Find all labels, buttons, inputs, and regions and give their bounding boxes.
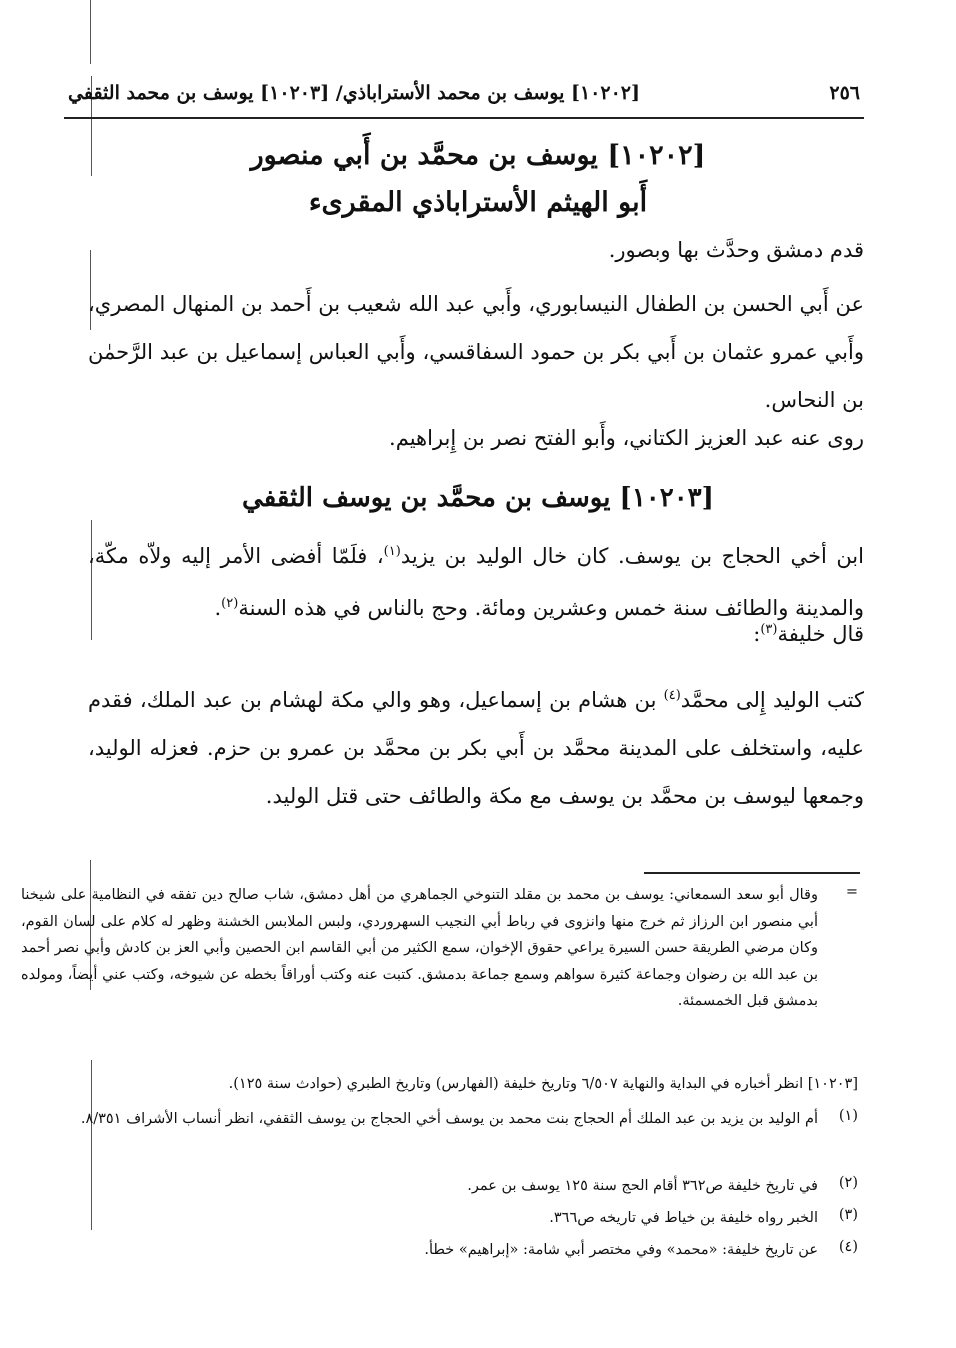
- entry-intro: قدم دمشق وحدَّث بها وبصور.: [608, 238, 864, 262]
- footnote-ref[interactable]: (٢): [221, 596, 239, 611]
- footnote-rule: [644, 872, 860, 874]
- quote-text: كتب الوليد إِلى محمَّد: [680, 688, 864, 712]
- footnote-entry-ref: [١٠٢٠٣] انظر أخباره في البداية والنهاية ٦/٥٠٧ وتاريخ خليفة (الفهارس) وتاريخ الطبري (حوادث سنة ١٢٥).: [228, 1076, 858, 1092]
- footnote-number: (٤): [838, 1239, 858, 1255]
- footnote-ref[interactable]: (١): [383, 544, 401, 559]
- footnote-ref[interactable]: (٣): [760, 622, 778, 637]
- footnote-text: عن تاريخ خليفة: «محمد» وفي مختصر أبي شامة: «إبراهيم» خطأ.: [424, 1242, 818, 1258]
- running-head: [68, 76, 860, 110]
- quote-paragraph: [88, 672, 864, 820]
- footnote-text: في تاريخ خليفة ص٣٦٢ أقام الحج سنة ١٢٥ يوسف بن عمر.: [467, 1178, 818, 1194]
- bio-text: ابن أخي الحجاج بن يوسف. كان خال الوليد بن يزيد: [400, 544, 864, 568]
- footnote-text: أم الوليد بن يزيد بن عبد الملك أم الحجاج بنت محمد بن يوسف أخي الحجاج بن يوسف الثقفي، انظر أنساب الأشراف ٨/٣٥١.: [80, 1111, 818, 1127]
- teachers-paragraph: عن أَبي الحسن بن الطفال النيسابوري، وأَبي عبد الله شعيب بن أَحمد بن المنهال المصري، وأَبي عمرو عثمان بن أَبي بكر بن حمود السفاقسي، وأَبي العباس إسماعيل بن عبد الرَّحمٰن بن النحاس.: [88, 292, 864, 412]
- bio-paragraph: [88, 528, 864, 632]
- bio-text: ، فلَمّا أفضى الأمر إليه ولاّه مكّة، والمدينة والطائف سنة خمس وعشرين ومائة. وحج بالناس في هذه السنة: [88, 544, 864, 620]
- entry-subtitle: أَبو الهيثم الأستراباذي المقرىء: [308, 187, 648, 218]
- continuation-mark: =: [845, 884, 858, 900]
- quote-intro-colon: :: [753, 622, 761, 646]
- entry-title: [١٠٢٠٢] يوسف بن محمَّد بن أَبي منصور: [250, 140, 706, 171]
- scan-line: [90, 0, 91, 64]
- footnote-text: الخبر رواه خليفة بن خياط في تاريخه ص٣٦٦.: [549, 1210, 818, 1226]
- header-rule: [64, 117, 864, 119]
- entry-title-2: [١٠٢٠٣] يوسف بن محمَّد بن يوسف الثقفي: [242, 483, 714, 513]
- footnote-number: (٣): [838, 1207, 858, 1223]
- footnote-number: (٢): [838, 1175, 858, 1191]
- quote-intro: [753, 622, 864, 646]
- bio-text: .: [214, 596, 222, 620]
- quote-text: بن هشام بن إسماعيل، وهو والي مكة لهشام بن عبد الملك، فقدم عليه، واستخلف على المدينة محمَّد بن أَبي بكر بن محمَّد بن عمرو بن حزم. فعزله الوليد، وجمعها ليوسف بن محمَّد بن يوسف مع مكة والطائف حتى قتل الوليد.: [88, 688, 864, 808]
- students-paragraph: روى عنه عبد العزيز الكتاني، وأَبو الفتح نصر بن إِبراهيم.: [389, 426, 864, 450]
- footnote-ref[interactable]: (٤): [663, 688, 681, 703]
- page-number: ٢٥٦: [829, 82, 860, 104]
- footnote-number: (١): [838, 1108, 858, 1124]
- running-title: [١٠٢٠٢] يوسف بن محمد الأستراباذي/ [١٠٢٠٣] يوسف بن محمد الثقفي: [68, 82, 640, 104]
- footnote-continuation: وقال أبو سعد السمعاني: يوسف بن محمد بن مقلد التنوخي الجماهري من أهل دمشق، شاب صالح دين تفقه في النظامية على شيخنا أبي منصور ابن الرزاز ثم خرج منها وانزوى في رباط أبي النجيب السهروردي، ولبس الملابس الخشنة وظهر له كلام على لسان القوم، وكان مرضي الطريقة حسن السيرة يراعي حقوق الإخوان، سمع الكثير من أبي القاسم ابن الحصين وأبي العز بن كادش وأبي نصر أحمد بن عبد الله بن رضوان وجماعة كثيرة سواهم وسمع جماعة بدمشق. كتبت عنه وكتب أوراقاً بخطه عن شيوخه، وكتب عني أيضاً، ومولده بدمشق قبل الخمسمئة.: [21, 887, 818, 1009]
- quote-intro-text: قال خليفة: [777, 622, 864, 646]
